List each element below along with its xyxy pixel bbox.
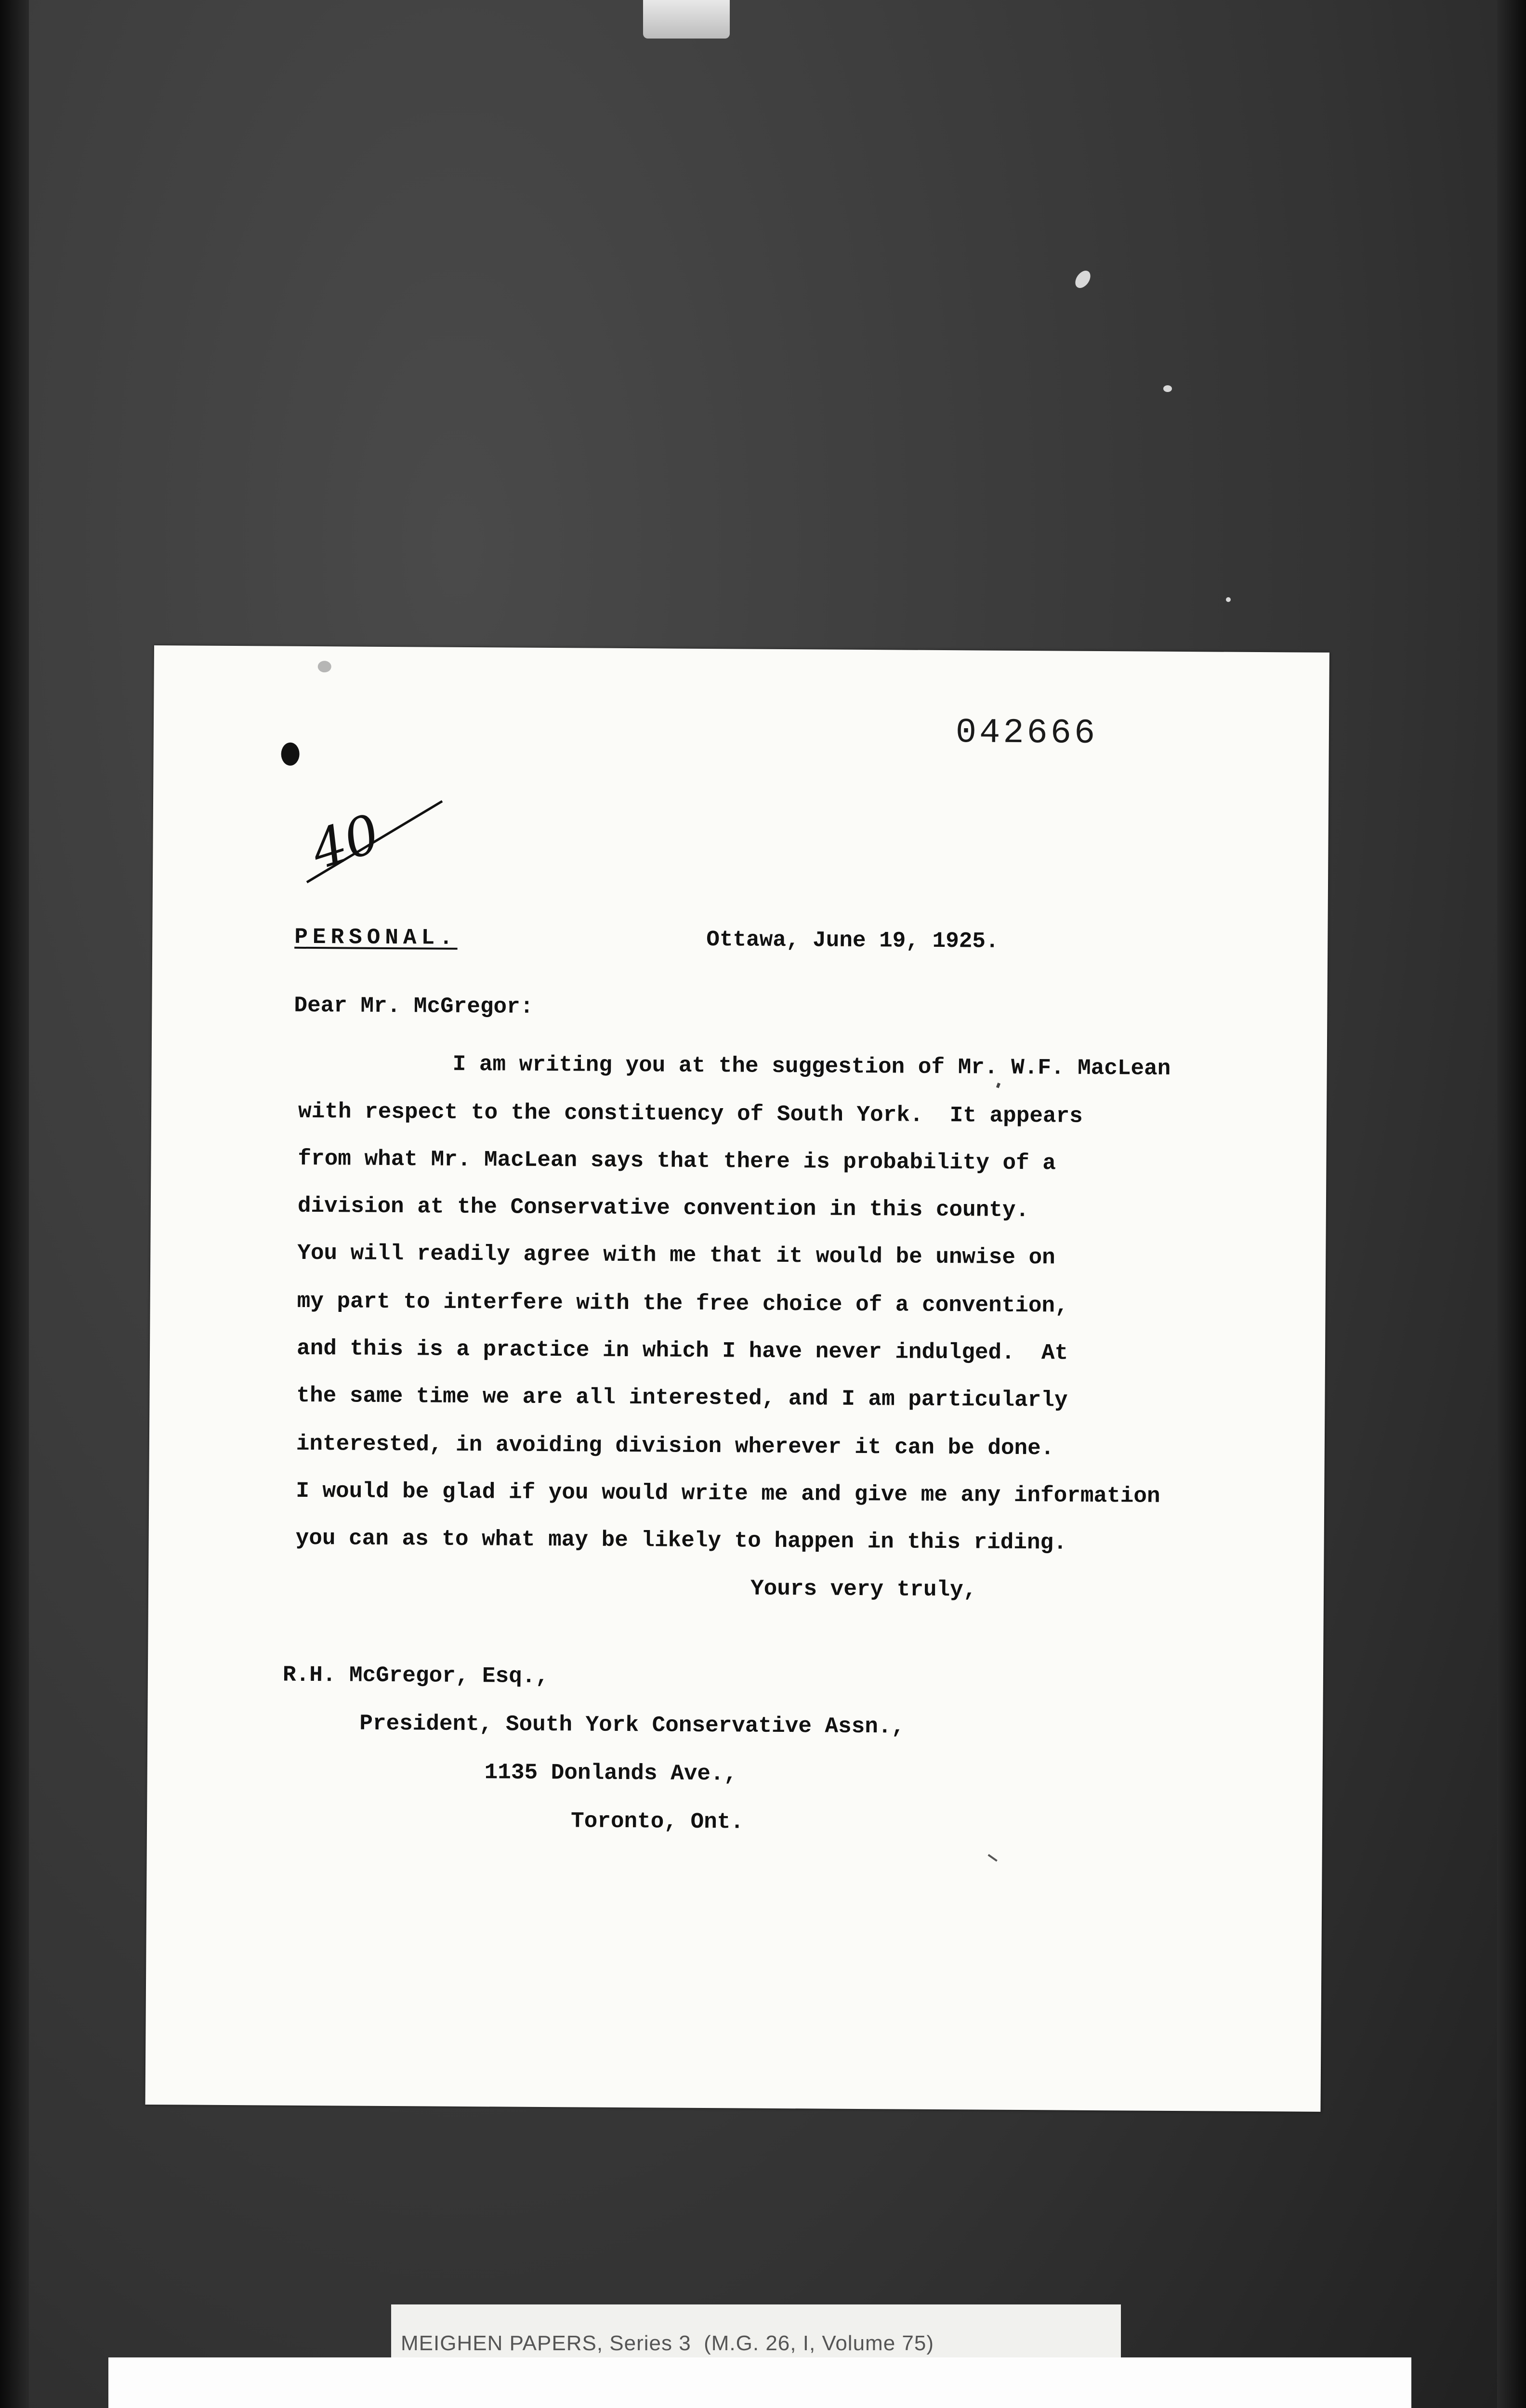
letter-body-line: from what Mr. MacLean says that there is probability of a	[298, 1146, 1056, 1176]
letter-dateline: Ottawa, June 19, 1925.	[706, 927, 999, 954]
film-top-tab	[643, 0, 730, 39]
handwritten-page-number	[297, 791, 452, 888]
archive-reference-text: MEIGHEN PAPERS, Series 3 (M.G. 26, I, Volume 75)	[401, 2331, 934, 2355]
archives-label-card	[108, 2357, 1411, 2408]
film-speck	[1226, 597, 1231, 602]
letter-heading-personal: PERSONAL.	[294, 924, 458, 951]
letter-salutation: Dear Mr. McGregor:	[294, 993, 534, 1020]
letter-body-line: I am writing you at the suggestion of Mr. W.F. MacLean	[452, 1051, 1171, 1081]
letter-body-line: I would be glad if you would write me and give me any information	[296, 1478, 1160, 1509]
document-number: 042666	[955, 713, 1098, 753]
letter-body-line: with respect to the constituency of South York. It appears	[298, 1099, 1083, 1129]
film-speck	[1163, 385, 1172, 392]
pen-mark	[988, 1854, 998, 1862]
letter-body-line: You will readily agree with me that it would be unwise on	[297, 1240, 1055, 1270]
film-edge-left	[0, 0, 29, 2408]
recipient-city: Toronto, Ont.	[570, 1808, 744, 1835]
ink-smudge	[318, 661, 331, 672]
recipient-title: President, South York Conservative Assn.,	[359, 1711, 905, 1740]
letter-body-line: and this is a practice in which I have never indulged. At	[296, 1335, 1068, 1366]
letter-body-line: you can as to what may be likely to happen in this riding.	[295, 1525, 1067, 1556]
letter-body-line: interested, in avoiding division wherever it can be done.	[296, 1431, 1054, 1461]
film-edge-right	[1497, 0, 1526, 2408]
letter-body-line: my part to interfere with the free choice of a convention,	[297, 1288, 1068, 1319]
ink-blot	[281, 743, 299, 766]
recipient-street: 1135 Donlands Ave.,	[484, 1760, 737, 1787]
recipient-name: R.H. McGregor, Esq.,	[282, 1662, 549, 1689]
letter-page	[145, 645, 1329, 2112]
letter-closing: Yours very truly,	[750, 1576, 977, 1603]
letter-body-line: the same time we are all interested, and I am particularly	[296, 1383, 1068, 1413]
handwritten-number-text: 40	[304, 802, 387, 882]
pen-mark	[996, 1083, 1000, 1088]
letter-body-line: division at the Conservative convention in this county.	[297, 1193, 1029, 1223]
